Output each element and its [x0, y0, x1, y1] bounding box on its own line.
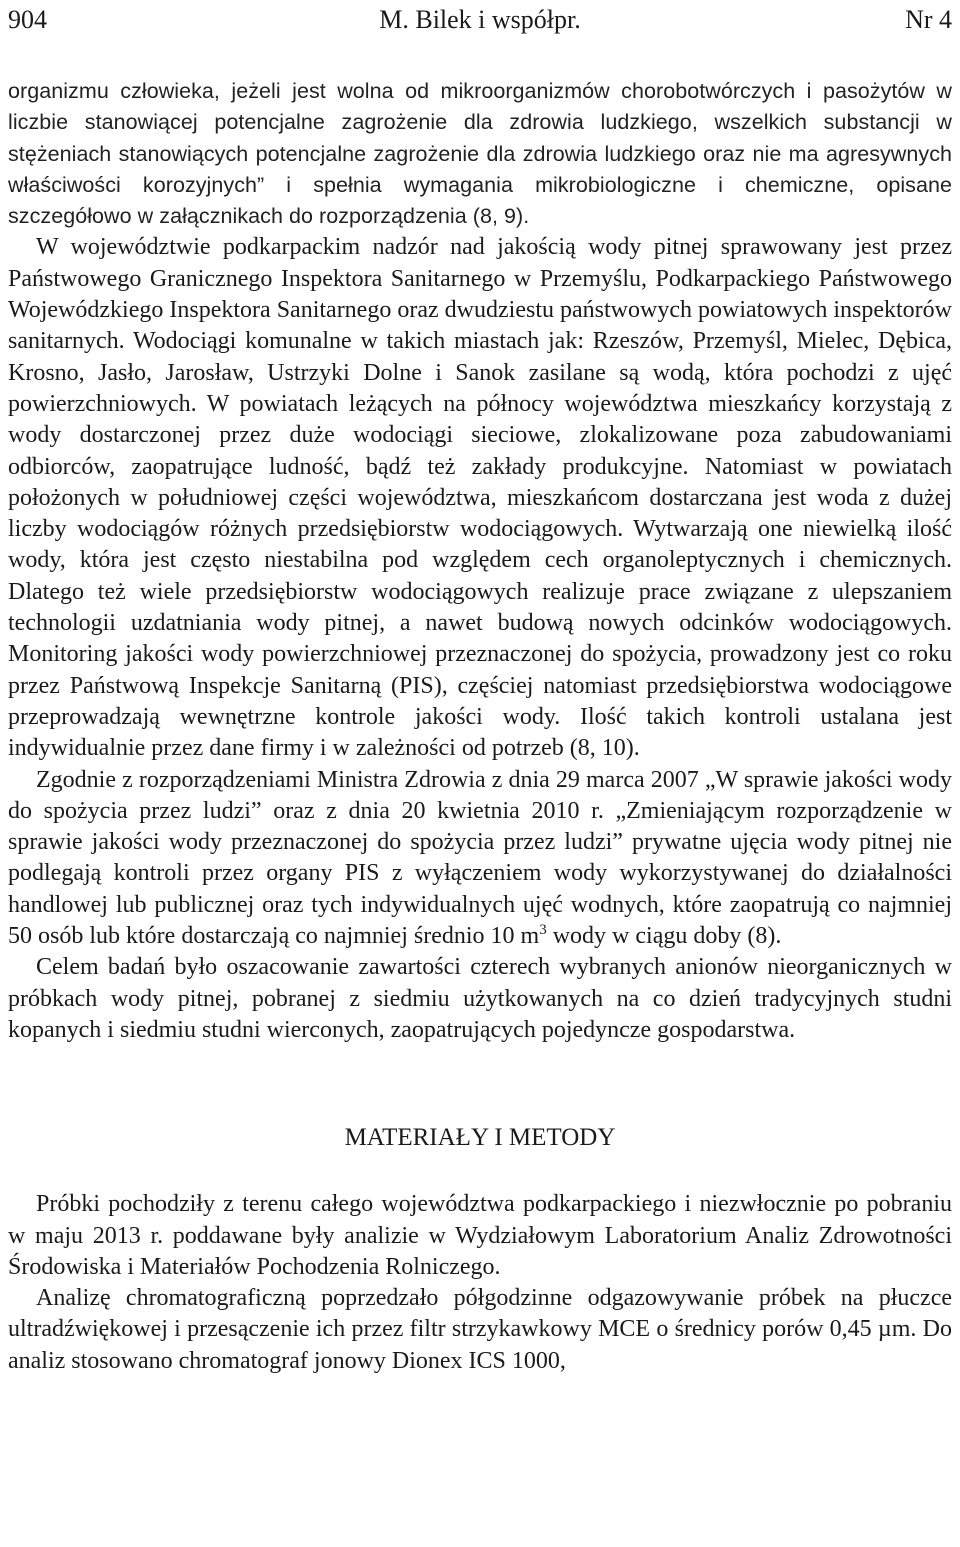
methods-paragraph-samples: Próbki pochodziły z terenu całego województwa podkarpackiego i niezwłocznie po pobraniu w maju 2013 r. poddawane były analizie w Wydziałowym Laboratorium Analiz Zdrowotności Środowiska i Materiałów Pochodzenia Rolniczego.	[8, 1191, 952, 1280]
methods-paragraph-analysis: Analizę chromatograficzną poprzedzało półgodzinne odgazowywanie próbek na płuczce ultradźwiękowej i przesączenie ich przez filtr strzykawkowy MCE o średnicy porów 0,45 µm. Do analiz stosowano chromatograf jonowy Dionex ICS 1000,	[8, 1285, 952, 1374]
paragraph-regulations	[8, 765, 952, 953]
issue-number: Nr 4	[905, 5, 952, 34]
paragraph-aim: Celem badań było oszacowanie zawartości czterech wybranych anionów nieorganicznych w próbkach wody pitnej, pobranej z siedmiu użytkowanych na co dzień tradycyjnych studni kopanych i siedmiu studni wierconych, zaopatrujących pojedyncze gospodarstwa.	[8, 954, 952, 1043]
running-title: M. Bilek i współpr.	[379, 5, 581, 34]
page-number: 904	[8, 5, 47, 34]
page-header	[8, 2, 952, 42]
regulations-text: Zgodnie z rozporządzeniami Ministra Zdrowia z dnia 29 marca 2007 „W sprawie jakości wody do spożycia przez ludzi” oraz z dnia 20 kwietnia 2010 r. „Zmieniającym rozporządzenie w sprawie jakości wody przeznaczonej do spożycia przez ludzi” prywatne ujęcia wody pitnej nie podlegają kontroli przez organy PIS z wyłączeniem wody wykorzystywanej do działalności handlowej lub publicznej oraz tych indywidualnych ujęć wodnych, które zaopatrują co najmniej 50 osób lub które dostarczają co najmniej średnio 10 m	[8, 766, 952, 950]
paragraph-supervision: W województwie podkarpackim nadzór nad jakością wody pitnej sprawowany jest przez Państwowego Granicznego Inspektora Sanitarnego w Przemyślu, Podkarpackiego Państwowego Wojewódzkiego Inspektora Sanitarnego oraz dwudziestu państwowych powiatowych inspektorów sanitarnych. Wodociągi komunalne w takich miastach jak: Rzeszów, Przemyśl, Mielec, Dębica, Krosno, Jasło, Jarosław, Ustrzyki Dolne i Sanok zasilane są wodą, która pochodzi z ujęć powierzchniowych. W powiatach leżących na północy województwa mieszkańcy korzystają z wody dostarczonej przez duże wodociągi sieciowe, zlokalizowane poza zabudowaniami odbiorców, zaopatrujące ludność, bądź też zakłady produkcyjne. Natomiast w powiatach położonych w południowej części województwa, mieszkańcom dostarczana jest woda z dużej liczby wodociągów różnych przedsiębiorstw wodociągowych. Wytwarzają one niewielką ilość wody, która jest często niestabilna pod względem cech organoleptycznych i chemicznych. Dlatego też wiele przedsiębiorstw wodociągowych realizuje prace związane z ulepszaniem technologii uzdatniania wody pitnej, a nawet budową nowych odcinków wodociągowych. Monitoring jakości wody powierzchniowej przeznaczonej do spożycia, prowadzony jest co roku przez Państwową Inspekcje Sanitarną (PIS), częściej natomiast przedsiębiorstwa wodociągowe przeprowadzają wewnętrzne kontrole jakości wody. Ilość takich kontroli ustalana jest indywidualnie przez dane firmy i w zależności od potrzeb (8, 10).	[8, 234, 952, 762]
article-body	[8, 76, 952, 1377]
intro-paragraph: organizmu człowieka, jeżeli jest wolna od mikroorganizmów chorobotwórczych i pasożytów w liczbie stanowiącej potencjalne zagrożenie dla zdrowia ludzkiego, wszelkich substancji w stężeniach stanowiących potencjalne zagrożenie dla zdrowia ludzkiego oraz nie ma agresywnych właściwości korozyjnych” i spełnia wymagania mikrobiologiczne i chemiczne, opisane szczegółowo w załącznikach do rozporządzenia (8, 9).	[8, 79, 952, 229]
section-heading: MATERIAŁY I METODY	[344, 1124, 616, 1152]
regulations-text-end: wody w ciągu doby (8).	[546, 923, 782, 950]
superscript-exponent: 3	[539, 922, 547, 939]
